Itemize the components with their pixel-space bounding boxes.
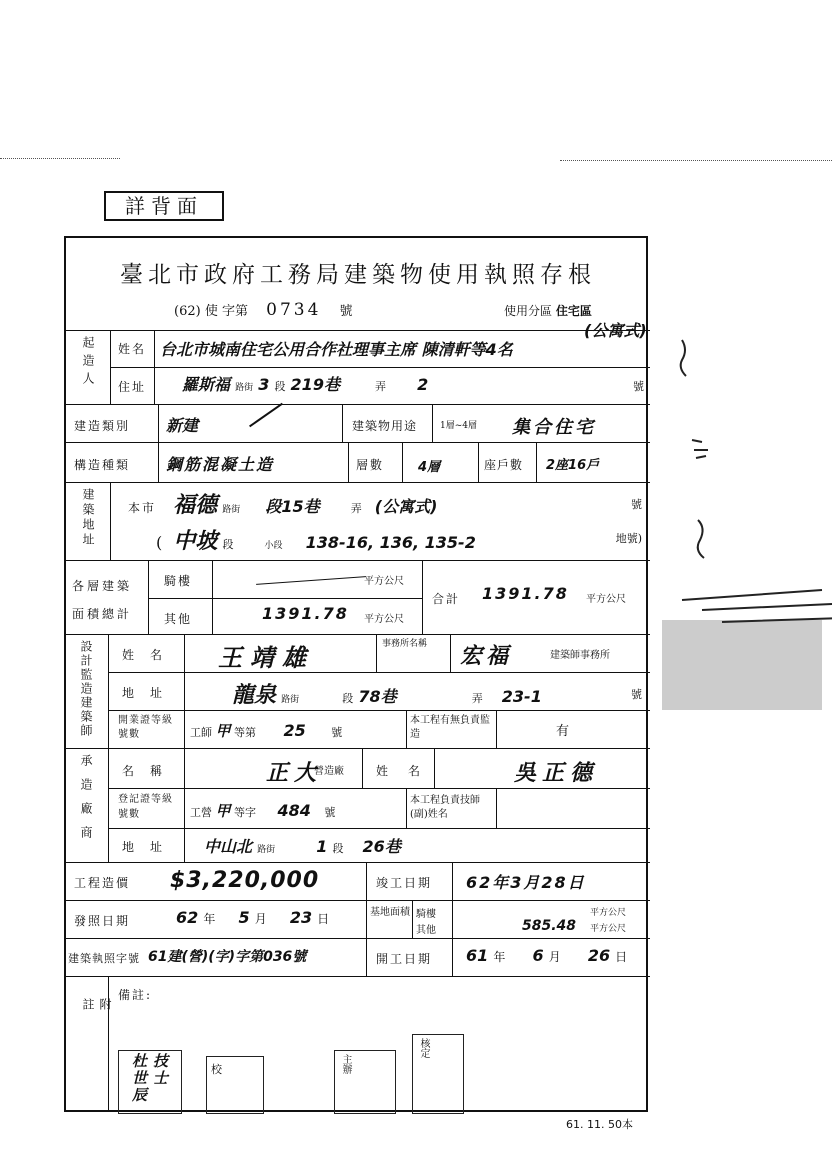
contractor-name-label: 名稱 [122,764,179,778]
location-line1 [128,488,646,519]
license-mid: 等第 [234,726,257,739]
applicant-name-value: 台北市城南住宅公用合作社理事主席 陳清軒等4名 [160,340,513,359]
license-prefix: 工師 [190,726,212,739]
complete-label: 竣工日期 [376,876,433,890]
permit-stub-form [64,236,648,1112]
location-lujie: 路街 [222,505,241,515]
building-permit-label: 建築執照字號 [68,952,140,965]
start-nian: 年 [493,950,506,964]
location-city: 本市 [128,501,157,515]
issue-label: 發照日期 [74,914,131,928]
license-hao: 號 [331,726,343,739]
designer-section-label: 設計監造建築師 [79,640,93,738]
designer-addr-lane: 78巷 [358,687,397,706]
stamp-technician-text: 技士 杜世辰 [130,1053,169,1104]
form-title: 臺北市政府工務局建築物使用執照存根 [120,262,596,288]
use-floor-note: 1層~4層 [440,421,477,431]
start-label: 開工日期 [376,952,433,966]
use-value: 集合住宅 [512,417,596,438]
contractor-addr-lujie: 路街 [257,845,276,855]
scan-mark-top [0,158,120,159]
issue-year: 62 [176,908,199,927]
contractor-addr-duan: 段 [332,842,344,855]
permit-prefix: (62) [174,304,201,319]
designer-addr-alley: 弄 [471,692,483,705]
applicant-addr-alley: 弄 [375,380,387,393]
applicant-addr-hao: 號 [633,380,644,393]
permit-number: 0734 [266,300,322,320]
office-suffix: 建築師事務所 [550,650,610,661]
struct-value: 鋼筋混凝土造 [166,455,275,474]
contractor-addr-road: 中山北 [204,837,253,856]
stamp-check-label: 校 [211,1063,222,1076]
applicant-addr [182,372,648,395]
office-label: 事務所名稱 [382,639,428,649]
zone-label: 使用分區 [504,304,553,318]
supervise-label: 本工程有無負責監造 [410,715,490,740]
location-duan: 段 [222,538,234,551]
applicant-addr-duan: 段 [274,380,286,393]
office-value: 宏福 [460,644,513,669]
contractor-person-label: 姓名 [376,764,441,778]
type-label: 建造類別 [74,419,131,433]
cost-value: $3,220,000 [170,868,320,893]
contractor-addr [204,834,401,857]
contractor-addr-label: 地址 [122,840,179,854]
location-hao: 號 [631,498,642,511]
cost-label: 工程造價 [74,876,131,890]
location-open: ( [156,533,163,552]
start-date [466,946,627,965]
contractor-reg-grade: 甲 [215,802,231,820]
contractor-person-value: 吳正德 [514,761,599,786]
designer-addr-hao: 號 [631,688,642,701]
arcade-strike [256,576,366,585]
issue-yue: 月 [254,912,267,926]
floors-value: 4層 [418,460,441,475]
license-value [190,720,342,741]
location-road: 福德 [173,493,218,518]
location-line2 [156,524,646,555]
supervise-value: 有 [556,724,570,739]
struct-label: 構造種類 [74,458,131,472]
permit-line [174,300,353,320]
designer-addr-road: 龍泉 [232,683,277,708]
location-lots: 138-16, 136, 135-2 [305,533,476,552]
designer-addr [232,678,646,709]
issue-nian: 年 [203,912,216,926]
scan-noise-right [652,300,832,720]
location-duan-lane: 段15巷 [265,497,320,516]
start-day: 26 [587,946,611,965]
contractor-tech-label: 本工程負責技師(副)姓名 [410,795,480,820]
applicant-addr-lujie: 路街 [235,383,254,393]
scan-mark-top-right [560,160,832,161]
issue-month: 5 [238,908,250,927]
remarks-side-label: 附註 [81,998,112,1080]
designer-name-value: 王靖雄 [218,644,314,672]
applicant-addr-no: 2 [417,375,429,394]
footer-code: 61. 11. 50本 [566,1118,633,1131]
start-ri: 日 [615,950,628,964]
stamp-approve [412,1034,464,1114]
contractor-reg-hao: 號 [324,806,336,819]
other-area-label: 其他 [164,612,193,626]
units-value: 2座16戶 [546,458,600,473]
location-district: 中坡 [173,529,218,554]
total-area-value: 1391.78 [482,584,569,603]
contractor-reg-value [190,800,335,821]
start-yue: 月 [548,950,561,964]
applicant-addr-road: 羅斯福 [182,375,231,394]
license-no: 25 [283,721,306,740]
contractor-section-label: 承造廠商 [79,754,93,850]
license-label: 開業證等級號數 [118,715,173,740]
zone-value: 住宅區 [555,304,592,318]
base-arcade-label: 騎樓 [416,909,436,920]
base-other-label: 其他 [416,925,436,936]
base-area-label: 基地面積 [370,907,410,918]
stamp-technician [118,1050,182,1114]
applicant-addr-label: 住址 [118,380,147,394]
applicant-name-label: 姓名 [118,342,147,356]
other-area-value: 1391.78 [262,604,349,623]
contractor-addr-lane: 26巷 [362,837,401,856]
contractor-name-type: 營造廠 [314,766,344,777]
designer-addr-label: 地址 [122,686,179,700]
location-lot-label: 地號) [615,532,642,545]
base-arcade-unit: 平方公尺 [590,908,627,918]
applicant-section-label: 起造人 [81,336,95,390]
zone-note: (公寓式) [584,321,647,340]
permit-hao: 號 [339,304,353,319]
designer-addr-no: 23-1 [501,687,542,706]
location-alley: 弄 [350,502,362,515]
stamp-organizer-text: 主辦 [340,1054,351,1074]
units-label: 座戶數 [484,458,524,472]
use-label: 建築物用途 [352,419,418,433]
issue-date [176,908,329,927]
other-area-unit: 平方公尺 [364,614,404,625]
total-area-label: 合計 [432,592,461,606]
stamp-organizer [334,1050,396,1114]
issue-ri: 日 [317,912,330,926]
type-strike-mark [249,403,283,428]
contractor-name-value: 正大 [266,761,323,786]
designer-name-label: 姓名 [122,648,179,662]
stamp-check [206,1056,264,1114]
issue-day: 23 [289,908,313,927]
complete-value: 62年3月28日 [466,873,586,892]
total-area-unit: 平方公尺 [586,594,626,605]
floors-label: 層數 [356,458,385,472]
license-grade: 甲 [215,722,231,740]
contractor-reg-label: 登記證等級號數 [118,794,173,820]
contractor-reg-no: 484 [277,801,311,820]
base-other-value: 585.48 [522,918,577,934]
location-section-label: 建築地址 [81,488,95,548]
base-other-unit: 平方公尺 [590,924,627,934]
applicant-addr-section: 3 [258,375,270,394]
permit-char: 使 [204,304,218,319]
contractor-reg-mid: 等字 [234,806,257,819]
start-year: 61 [466,946,489,965]
header-tag: 詳背面 [104,191,224,221]
location-subduan: 小段 [264,541,283,551]
building-permit-value: 61建(營)(字)字第036號 [148,949,307,965]
permit-zi-label: 字第 [221,304,248,319]
arcade-unit: 平方公尺 [364,576,404,587]
zone-line [504,302,592,319]
location-note: (公寓式) [374,497,438,516]
stamp-approve-label: 核定 [418,1038,429,1058]
designer-addr-duan: 段 [342,692,354,705]
remarks-label: 備註: [118,988,153,1002]
contractor-addr-section: 1 [316,837,328,856]
contractor-reg-prefix: 工營 [190,806,212,819]
designer-addr-lujie: 路街 [281,695,300,705]
applicant-addr-lane: 219巷 [290,375,340,394]
area-section-label: 各層建築面積總計 [72,579,133,621]
arcade-label: 騎樓 [164,574,193,588]
start-month: 6 [532,946,544,965]
type-value: 新建 [166,416,199,435]
